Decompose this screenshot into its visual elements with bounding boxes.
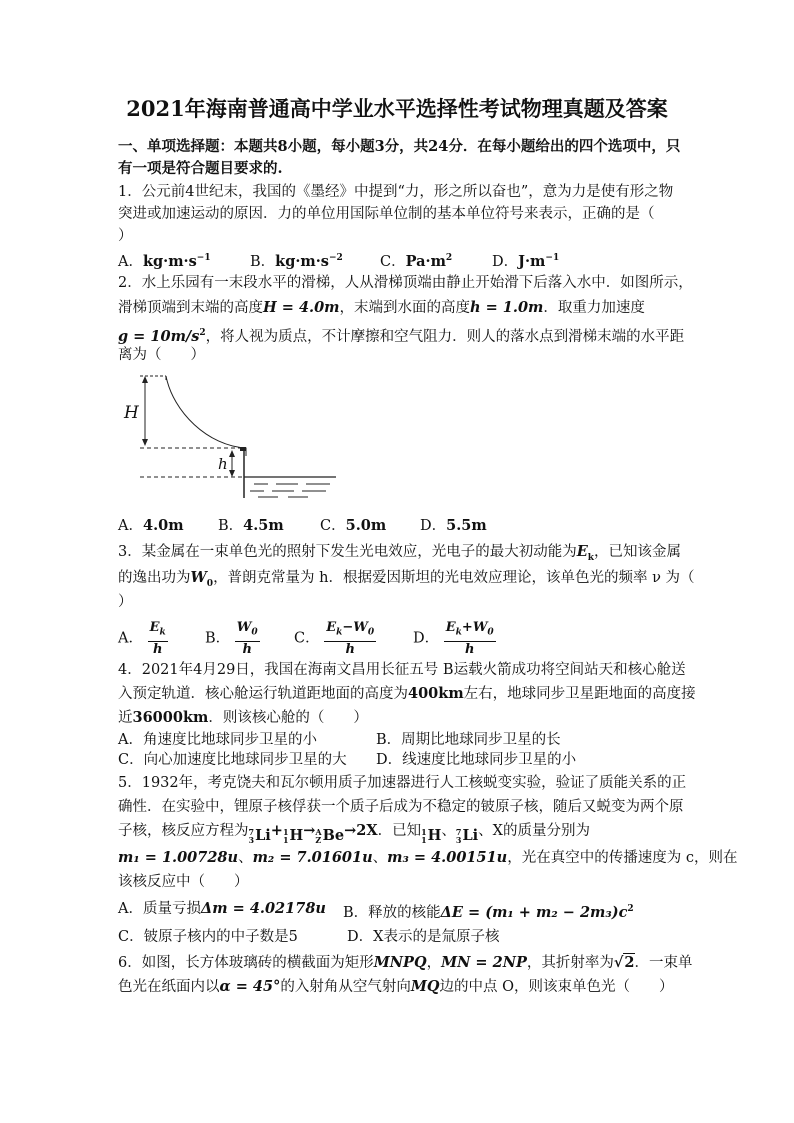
q2-option-a: A．4.0m <box>118 517 184 534</box>
q3-option-d: D． $\frac{E_k+W_0}{h}$ <box>413 620 494 657</box>
q1-option-a: A．$kg\cdot m\cdot s^{-1}$ <box>118 252 211 270</box>
q1-option-d: D．$J\cdot m^{-1}$ <box>492 252 560 270</box>
q2-line2: 滑梯顶端到末端的高度H = 4.0m，末端到水面的高度h = 1.0m．取重力加速度 <box>118 299 645 316</box>
section-heading-line1: 一、单项选择题：本题共8小题，每小题3分，共24分．在每小题给出的四个选项中，只 <box>118 138 681 155</box>
q2-line1: 2．水上乐园有一末段水平的滑梯，人从滑梯顶端由静止开始滑下后落入水中．如图所示， <box>118 275 693 291</box>
q4-option-b: B．周期比地球同步卫星的长 <box>376 732 561 748</box>
H-arrow-bottom <box>142 439 148 446</box>
q2-line3: $g = 10m/s^2$，将人视为质点，不计摩擦和空气阻力．则人的落水点到滑梯末端的水平距 <box>118 327 685 345</box>
H-label: H <box>124 403 139 423</box>
q2-line4: 离为（ ） <box>118 347 205 363</box>
q5-line5: 该核反应中（ ） <box>118 874 249 890</box>
q5-option-d: D．X表示的是氚原子核 <box>347 929 500 945</box>
q2-option-b: B．4.5m <box>218 517 284 534</box>
q4-line1: 4．2021年4月29日，我国在海南文昌用长征五号 B运载火箭成功将空间站天和核心舱送 <box>118 662 686 678</box>
q2-option-d: D．5.5m <box>420 517 487 534</box>
q3-line2: 的逸出功为$W_0$，普朗克常量为 h．根据爱因斯坦的光电效应理论，该单色光的频率 ν 为（ <box>118 569 695 589</box>
q1-option-c: C．$Pa\cdot m^2$ <box>380 252 453 270</box>
q2-option-c: C．5.0m <box>320 517 387 534</box>
q5-option-c: C．铍原子核内的中子数是5 <box>118 929 298 945</box>
page-title: 2021年海南普通高中学业水平选择性考试物理真题及答案 <box>126 96 668 121</box>
q5-line4: m₁ = 1.00728u、m₂ = 7.01601u、m₃ = 4.00151u，光在真空中的传播速度为 c，则在 <box>118 849 738 866</box>
q1-line3: ） <box>118 228 133 244</box>
q1-option-b: B．$kg\cdot m\cdot s^{-2}$ <box>250 252 343 270</box>
q4-option-a: A．角速度比地球同步卫星的小 <box>118 732 317 748</box>
q6-line2: 色光在纸面内以α = 45°的入射角从空气射向MQ边的中点 O，则该束单色光（ ） <box>118 978 674 995</box>
q1-line2: 突进或加速运动的原因．力的单位用国际单位制的基本单位符号来表示，正确的是（ <box>118 206 655 222</box>
q5-line3: 子核，核反应方程为 7 3 Li + 1 1 H → A Z Be →2X．已知 1 1 H 、 7 3 Li 、X的质量分别为 <box>118 822 590 845</box>
H-arrow-top <box>142 376 148 383</box>
q5-option-b: B．释放的核能$\Delta E = (m_1 + m_2 - 2m_3)c^2$ <box>343 903 634 921</box>
q3-line1: 3．某金属在一束单色光的照射下发生光电效应，光电子的最大初动能为$E_k$，已知该金属 <box>118 543 682 563</box>
h-label: h <box>218 455 228 473</box>
q4-line3: 近36000km．则该核心舱的（ ） <box>118 709 368 726</box>
slide-curve <box>166 376 246 456</box>
slide-figure <box>118 372 343 500</box>
q4-option-c: C．向心加速度比地球同步卫星的大 <box>118 752 347 768</box>
q5-option-a: A．质量亏损Δm = 4.02178u <box>118 900 326 917</box>
q6-line1: 6．如图，长方体玻璃砖的横截面为矩形MNPQ，MN = 2NP，其折射率为√2．一束单 <box>118 954 693 971</box>
q4-line2: 入预定轨道．核心舱运行轨道距地面的高度为400km左右，地球同步卫星距地面的高度接 <box>118 685 696 702</box>
q3-option-b: B． $\frac{W_0}{h}$ <box>205 620 258 657</box>
q1-line1: 1．公元前4世纪末，我国的《墨经》中提到“力，形之所以奋也”，意为力是使有形之物 <box>118 184 674 200</box>
q3-option-a: A． $\frac{E_k}{h}$ <box>118 620 166 657</box>
q4-option-d: D．线速度比地球同步卫星的小 <box>376 752 577 768</box>
q3-option-c: C． $\frac{E_k-W_0}{h}$ <box>294 620 375 657</box>
q5-line2: 确性．在实验中，锂原子核俘获一个质子后成为不稳定的铍原子核，随后又蜕变为两个原 <box>118 799 684 815</box>
q5-line1: 5．1932年，考克饶夫和瓦尔顿用质子加速器进行人工核蜕变实验，验证了质能关系的正 <box>118 775 687 791</box>
q3-line3: ） <box>118 594 133 610</box>
section-heading-line2: 有一项是符合题目要求的. <box>118 160 283 177</box>
